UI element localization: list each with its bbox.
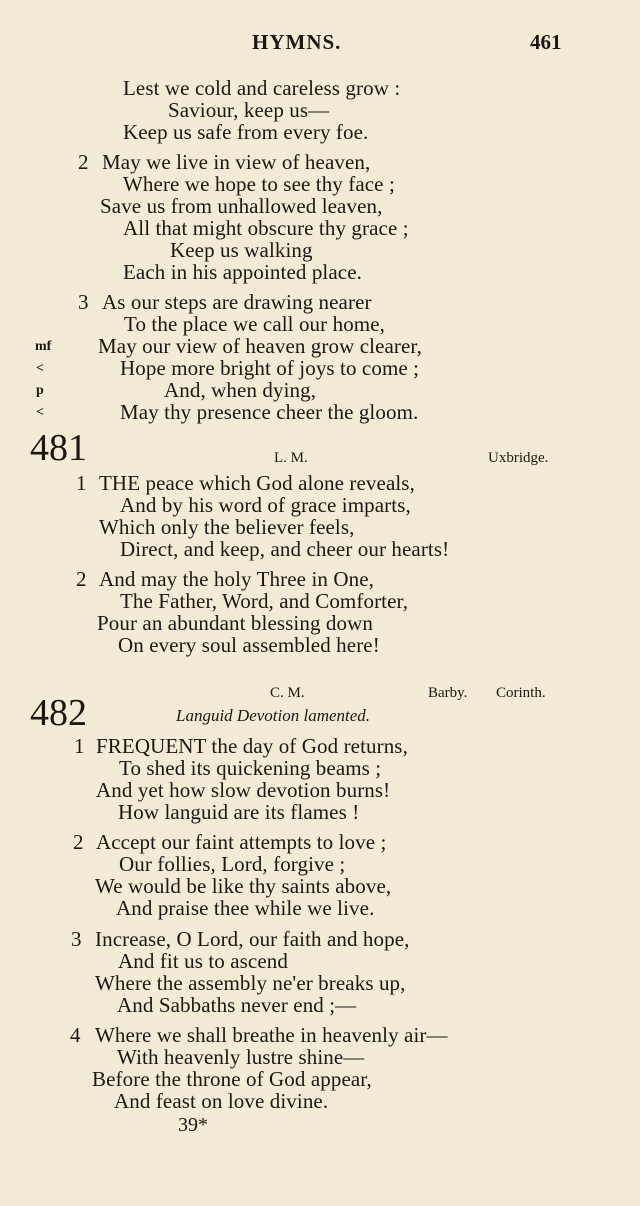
verse-line: THE peace which God alone reveals,: [99, 471, 415, 495]
verse-line: With heavenly lustre shine—: [117, 1045, 365, 1069]
verse-line: The Father, Word, and Comforter,: [120, 589, 409, 613]
verse-line: And yet how slow devotion burns!: [96, 778, 391, 802]
hymn-subtitle: Languid Devotion lamented.: [176, 706, 371, 725]
verse-line: As our steps are drawing nearer: [102, 290, 372, 314]
verse-line: Before the throne of God appear,: [92, 1067, 372, 1091]
verse-number: 4: [70, 1023, 81, 1047]
verse-line: And feast on love divine.: [114, 1089, 329, 1113]
tune-name: Uxbridge.: [488, 450, 549, 466]
verse-line: Each in his appointed place.: [123, 260, 362, 284]
verse-line: May we live in view of heaven,: [102, 150, 371, 174]
verse-line: To shed its quickening beams ;: [119, 756, 382, 780]
verse-line: Which only the believer feels,: [99, 515, 355, 539]
verse-number: 3: [71, 927, 82, 951]
meter: C. M.: [270, 685, 305, 701]
verse-line: And may the holy Three in One,: [99, 567, 374, 591]
verse-line: Increase, O Lord, our faith and hope,: [95, 927, 410, 951]
verse-line: Pour an abundant blessing down: [97, 611, 373, 635]
meter: L. M.: [274, 450, 308, 466]
signature-mark: 39*: [178, 1114, 208, 1136]
verse-line: FREQUENT the day of God returns,: [96, 734, 408, 758]
verse-number: 1: [74, 734, 85, 758]
hymn-number: 481: [30, 427, 87, 469]
dynamic-mark: mf: [35, 339, 52, 354]
verse-line: Where we shall breathe in heavenly air—: [95, 1023, 448, 1047]
verse-line: How languid are its flames !: [118, 800, 360, 824]
running-head: HYMNS.: [252, 30, 342, 54]
verse-line: Accept our faint attempts to love ;: [96, 830, 387, 854]
verse-number: 2: [73, 830, 84, 854]
dynamic-mark: <: [36, 405, 44, 420]
verse-line: And fit us to ascend: [118, 949, 288, 973]
verse-number: 2: [76, 567, 87, 591]
dynamic-mark: <: [36, 361, 44, 376]
verse-line: And Sabbaths never end ;—: [117, 993, 357, 1017]
hymn-number: 482: [30, 692, 87, 734]
verse-number: 2: [78, 150, 89, 174]
verse-number: 1: [76, 471, 87, 495]
verse-line: May our view of heaven grow clearer,: [98, 334, 423, 358]
verse-line: Hope more bright of joys to come ;: [120, 356, 420, 380]
verse-line: Keep us walking: [170, 238, 313, 262]
tune-name: Barby.: [428, 685, 468, 701]
page-number: 461: [530, 30, 562, 54]
verse-line: To the place we call our home,: [124, 312, 386, 336]
verse-line: Direct, and keep, and cheer our hearts!: [120, 537, 450, 561]
verse-line: Our follies, Lord, forgive ;: [119, 852, 346, 876]
verse-line: Saviour, keep us—: [168, 98, 330, 122]
tune-name: Corinth.: [496, 685, 546, 701]
verse-line: And praise thee while we live.: [116, 896, 375, 920]
verse-line: May thy presence cheer the gloom.: [120, 400, 419, 424]
verse-line: And, when dying,: [164, 378, 317, 402]
verse-line: Save us from unhallowed leaven,: [100, 194, 383, 218]
verse-line: Keep us safe from every foe.: [123, 120, 369, 144]
verse-line: Where we hope to see thy face ;: [123, 172, 395, 196]
verse-line: We would be like thy saints above,: [95, 874, 392, 898]
verse-line: And by his word of grace imparts,: [120, 493, 411, 517]
verse-line: All that might obscure thy grace ;: [123, 216, 409, 240]
verse-line: Where the assembly ne'er breaks up,: [95, 971, 406, 995]
dynamic-mark: p: [36, 383, 44, 398]
verse-line: On every soul assembled here!: [118, 633, 380, 657]
verse-number: 3: [78, 290, 89, 314]
verse-line: Lest we cold and careless grow :: [123, 76, 401, 100]
